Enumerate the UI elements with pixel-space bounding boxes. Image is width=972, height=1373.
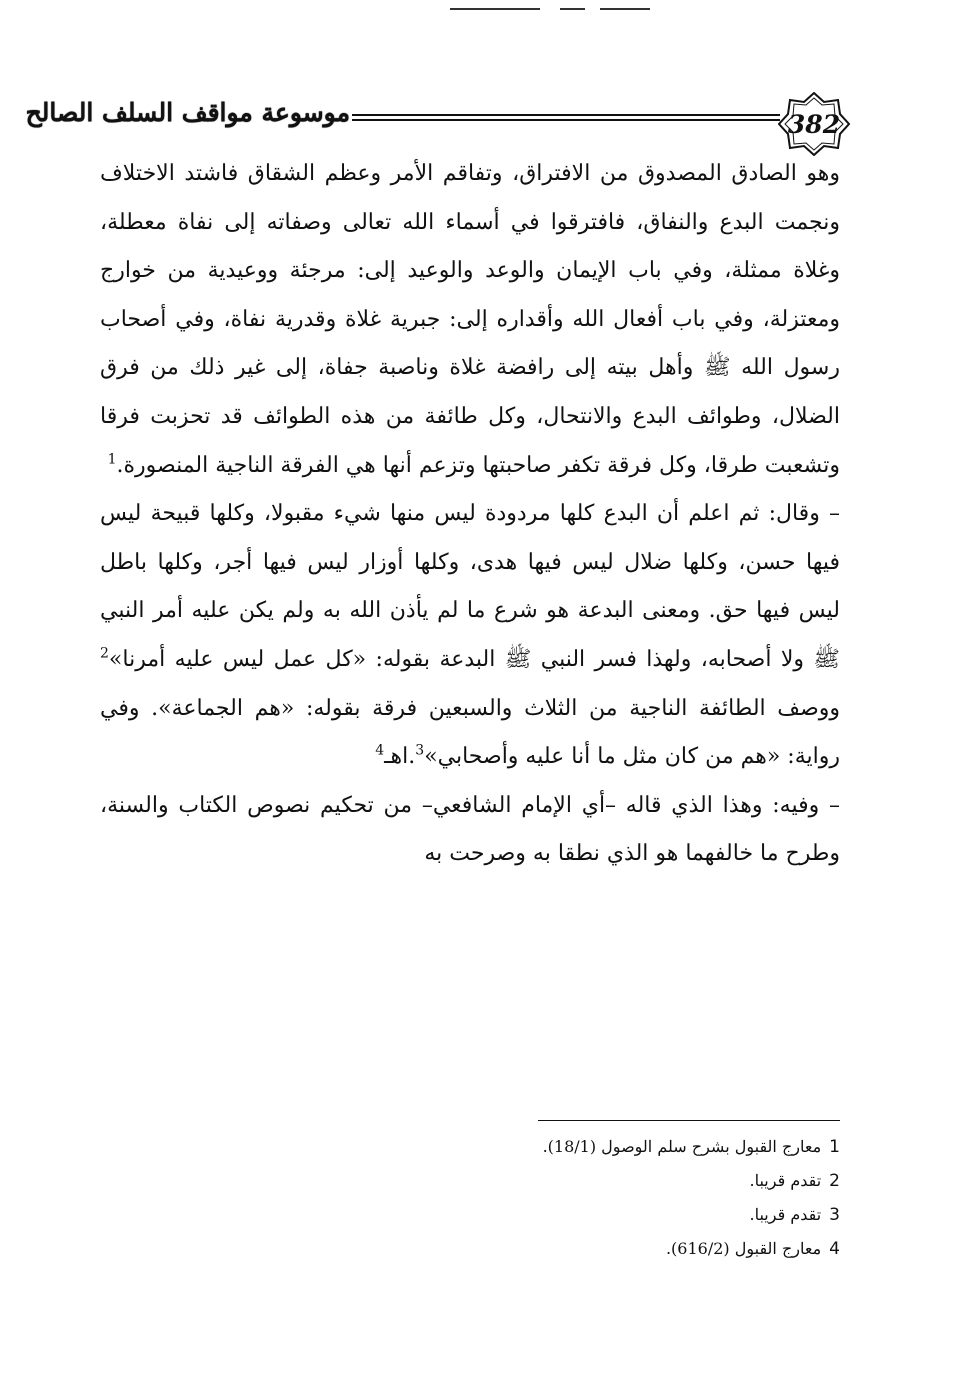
footnote-separator <box>538 1120 840 1121</box>
paragraph-3: – وفيه: وهذا الذي قاله –أي الإمام الشافعي– من تحكيم نصوص الكتاب والسنة، وطرح ما خالفهما هو الذي نطقا به وصرحت به <box>100 792 840 867</box>
header-double-rule <box>352 114 780 124</box>
footnote-ref: 2 <box>100 645 109 662</box>
top-decorative-rule <box>0 4 972 16</box>
series-title: موسوعة مواقف السلف الصالح <box>25 98 350 127</box>
page-number: 382 <box>787 109 841 139</box>
footnotes <box>300 1130 840 1266</box>
paragraph-1: وهو الصادق المصدوق من الافتراق، وتفاقم الأمر وعظم الشقاق فاشتد الاختلاف ونجمت البدع والنفاق، فافترقوا في أسماء الله تعالى وصفاته إلى نفاة معطلة، وغلاة ممثلة، وفي باب الإيمان والوعد والوعيد إلى: مرجئة ووعيدية من خوارج ومعتزلة، وفي باب أفعال الله وأقداره إلى: جبرية غلاة وقدرية نفاة، وفي أصحاب رسول الله ﷺ وأهل بيته إلى رافضة غلاة وناصبة جفاة، إلى غير ذلك من فرق الضلال، وطوائف البدع والانتحال، وكل طائفة من هذه الطوائف قد تحزبت فرقا وتشعبت طرقا، وكل فرقة تكفر صاحبتها وتزعم أنها هي الفرقة الناجية المنصورة.$^1$ <box>100 161 840 478</box>
footnote-1: 1معارج القبول بشرح سلم الوصول (18/1). <box>542 1137 840 1157</box>
footnote-3: 3تقدم قريبا. <box>749 1205 840 1225</box>
page-header <box>25 92 850 156</box>
footnote-ref: 4 <box>375 742 385 759</box>
footnote-ref: 1 <box>107 451 117 468</box>
footnote-4: 4معارج القبول (616/2). <box>665 1239 840 1259</box>
paragraph-2: – وقال: ثم اعلم أن البدع كلها مردودة ليس منها شيء مقبولا، وكلها قبيحة ليس فيها حسن، وكلها ضلال ليس فيها هدى، وكلها أوزار ليس فيها أجر، وكلها باطل ليس فيها حق. ومعنى البدعة هو شرع ما لم يأذن الله به ولم يكن عليه أمر النبي ﷺ ولا أصحابه، ولهذا فسر النبي ﷺ البدعة بقوله: «كل عمل ليس عليه أمرنا»$^2$ ووصف الطائفة الناجية من الثلاث والسبعين فرقة بقوله: «هم الجماعة». وفي رواية: «هم من كان مثل ما أنا عليه وأصحابي»$^3$.اهـ$^4$ <box>100 501 840 770</box>
footnote-2: 2تقدم قريبا. <box>749 1171 840 1191</box>
main-text <box>100 150 840 879</box>
footnote-ref: 3 <box>415 742 425 759</box>
